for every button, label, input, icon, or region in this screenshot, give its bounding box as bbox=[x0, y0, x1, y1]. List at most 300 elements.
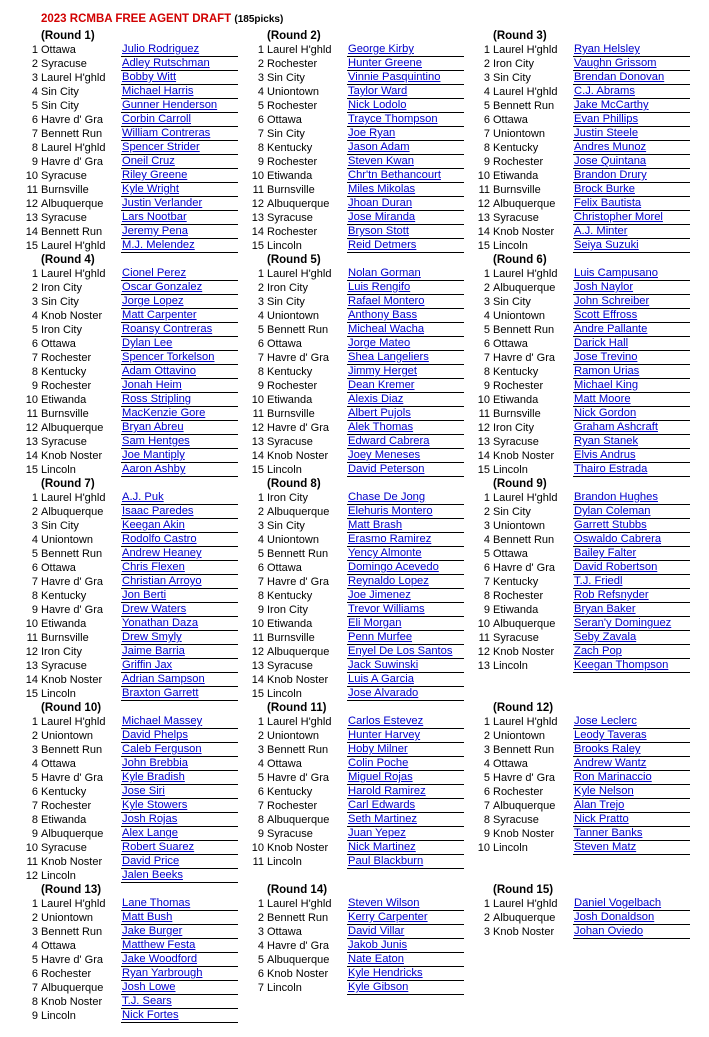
player-link[interactable]: Jakob Junis bbox=[347, 939, 464, 953]
player-link[interactable]: Bailey Falter bbox=[573, 547, 690, 561]
pick-team: Rochester bbox=[267, 100, 318, 112]
pick-team: Uniontown bbox=[41, 534, 93, 546]
player-link[interactable]: Yency Almonte bbox=[347, 547, 464, 561]
player-link[interactable]: Chris Flexen bbox=[121, 561, 238, 575]
pick-team: Iron City bbox=[267, 492, 308, 504]
pick-number: 10 bbox=[477, 170, 490, 182]
pick-number: 5 bbox=[483, 100, 490, 112]
pick-team: Sin City bbox=[493, 296, 531, 308]
player-link[interactable]: Roansy Contreras bbox=[121, 323, 238, 337]
player-link[interactable]: Robert Suarez bbox=[121, 841, 238, 855]
player-link[interactable]: Jason Adam bbox=[347, 141, 464, 155]
pick-number: 3 bbox=[483, 926, 490, 938]
player-link[interactable]: Seran'y Dominguez bbox=[573, 617, 690, 631]
player-link[interactable]: Ramon Urias bbox=[573, 365, 690, 379]
pick-number: 10 bbox=[25, 170, 38, 182]
pick-number: 12 bbox=[25, 870, 38, 882]
pick-team: Laurel H'ghld bbox=[41, 142, 106, 154]
player-link[interactable]: David Price bbox=[121, 855, 238, 869]
round-heading: (Round 6) bbox=[493, 254, 547, 266]
player-link[interactable]: Alex Lange bbox=[121, 827, 238, 841]
pick-number: 8 bbox=[483, 814, 490, 826]
player-link[interactable]: Nick Pratto bbox=[573, 813, 690, 827]
player-link[interactable]: Alek Thomas bbox=[347, 421, 464, 435]
player-link[interactable]: Dylan Coleman bbox=[573, 505, 690, 519]
player-link[interactable]: Eli Morgan bbox=[347, 617, 464, 631]
player-link[interactable]: Scott Effross bbox=[573, 309, 690, 323]
player-link[interactable]: Ron Marinaccio bbox=[573, 771, 690, 785]
player-link[interactable]: Nolan Gorman bbox=[347, 267, 464, 281]
player-link[interactable]: Matt Brash bbox=[347, 519, 464, 533]
pick-number: 5 bbox=[31, 772, 38, 784]
pick-team: Havre d' Gra bbox=[267, 422, 330, 434]
pick-team: Rochester bbox=[493, 590, 544, 602]
player-link[interactable]: Jon Berti bbox=[121, 589, 238, 603]
player-link[interactable]: Nick Lodolo bbox=[347, 99, 464, 113]
player-link[interactable]: Josh Rojas bbox=[121, 813, 238, 827]
player-link[interactable]: Drew Smyly bbox=[121, 631, 238, 645]
player-link[interactable]: Jose Trevino bbox=[573, 351, 690, 365]
player-link[interactable]: Thairo Estrada bbox=[573, 463, 690, 477]
player-link[interactable]: Johan Oviedo bbox=[573, 925, 690, 939]
pick-number: 4 bbox=[483, 86, 490, 98]
player-link[interactable]: Andre Pallante bbox=[573, 323, 690, 337]
player-link[interactable]: Jimmy Herget bbox=[347, 365, 464, 379]
pick-number: 4 bbox=[31, 758, 38, 770]
player-link[interactable]: Garrett Stubbs bbox=[573, 519, 690, 533]
player-link[interactable]: Jalen Beeks bbox=[121, 869, 238, 883]
player-link[interactable]: Josh Naylor bbox=[573, 281, 690, 295]
pick-number: 13 bbox=[25, 436, 38, 448]
round-heading: (Round 2) bbox=[267, 30, 321, 42]
player-link[interactable]: Hunter Harvey bbox=[347, 729, 464, 743]
pick-number: 10 bbox=[477, 394, 490, 406]
player-link[interactable]: Felix Bautista bbox=[573, 197, 690, 211]
player-link[interactable]: Seby Zavala bbox=[573, 631, 690, 645]
player-link[interactable]: Luis Rengifo bbox=[347, 281, 464, 295]
player-link[interactable]: Nick Fortes bbox=[121, 1009, 238, 1023]
pick-team: Iron City bbox=[41, 324, 82, 336]
player-link[interactable]: Reid Detmers bbox=[347, 239, 464, 253]
pick-team: Havre d' Gra bbox=[267, 352, 330, 364]
player-link[interactable]: Bryson Stott bbox=[347, 225, 464, 239]
pick-team: Uniontown bbox=[267, 86, 319, 98]
pick-team: Ottawa bbox=[41, 940, 76, 952]
player-link[interactable]: Justin Steele bbox=[573, 127, 690, 141]
player-link[interactable]: Edward Cabrera bbox=[347, 435, 464, 449]
player-link[interactable]: Michael Massey bbox=[121, 715, 238, 729]
player-link[interactable]: T.J. Friedl bbox=[573, 575, 690, 589]
pick-number: 7 bbox=[31, 352, 38, 364]
player-link[interactable]: A.J. Puk bbox=[121, 491, 238, 505]
pick-number: 5 bbox=[31, 324, 38, 336]
player-link[interactable]: Shea Langeliers bbox=[347, 351, 464, 365]
player-link[interactable]: Julio Rodriguez bbox=[121, 43, 238, 57]
player-link[interactable]: George Kirby bbox=[347, 43, 464, 57]
pick-number: 11 bbox=[26, 632, 38, 644]
pick-team: Kentucky bbox=[267, 366, 313, 378]
pick-team: Etiwanda bbox=[267, 170, 313, 182]
player-link[interactable]: Domingo Acevedo bbox=[347, 561, 464, 575]
player-link[interactable]: Michael Harris bbox=[121, 85, 238, 99]
pick-number: 7 bbox=[257, 800, 264, 812]
player-link[interactable]: David Robertson bbox=[573, 561, 690, 575]
player-link[interactable]: Carl Edwards bbox=[347, 799, 464, 813]
player-link[interactable]: Kyle Bradish bbox=[121, 771, 238, 785]
player-link[interactable]: Leody Taveras bbox=[573, 729, 690, 743]
player-link[interactable]: Brandon Hughes bbox=[573, 491, 690, 505]
pick-number: 10 bbox=[477, 618, 490, 630]
player-link[interactable]: Lane Thomas bbox=[121, 897, 238, 911]
pick-number: 9 bbox=[483, 828, 490, 840]
player-link[interactable]: Jose Quintana bbox=[573, 155, 690, 169]
pick-number: 6 bbox=[31, 786, 38, 798]
pick-number: 13 bbox=[25, 212, 38, 224]
player-link[interactable]: Ryan Yarbrough bbox=[121, 967, 238, 981]
player-link[interactable]: Kyle Nelson bbox=[573, 785, 690, 799]
player-link[interactable]: Daniel Vogelbach bbox=[573, 897, 690, 911]
player-link[interactable]: MacKenzie Gore bbox=[121, 407, 238, 421]
player-link[interactable]: Jake Woodford bbox=[121, 953, 238, 967]
player-link[interactable]: Spencer Torkelson bbox=[121, 351, 238, 365]
player-link[interactable]: A.J. Minter bbox=[573, 225, 690, 239]
pick-number: 11 bbox=[26, 408, 38, 420]
player-link[interactable]: Vinnie Pasquintino bbox=[347, 71, 464, 85]
player-link[interactable]: Dylan Lee bbox=[121, 337, 238, 351]
pick-number: 15 bbox=[477, 464, 490, 476]
player-link[interactable]: Braxton Garrett bbox=[121, 687, 238, 701]
player-link[interactable]: Brandon Drury bbox=[573, 169, 690, 183]
pick-team: Laurel H'ghld bbox=[41, 898, 106, 910]
player-link[interactable]: Joe Jimenez bbox=[347, 589, 464, 603]
player-link[interactable]: Corbin Carroll bbox=[121, 113, 238, 127]
player-link[interactable]: Ryan Stanek bbox=[573, 435, 690, 449]
player-link[interactable]: Aaron Ashby bbox=[121, 463, 238, 477]
player-link[interactable]: Oswaldo Cabrera bbox=[573, 533, 690, 547]
player-link[interactable]: Bobby Witt bbox=[121, 71, 238, 85]
player-link[interactable]: Luis A Garcia bbox=[347, 673, 464, 687]
player-link[interactable]: Trayce Thompson bbox=[347, 113, 464, 127]
player-link[interactable]: Seiya Suzuki bbox=[573, 239, 690, 253]
player-link[interactable]: Yonathan Daza bbox=[121, 617, 238, 631]
pick-team: Havre d' Gra bbox=[41, 772, 104, 784]
player-link[interactable]: Andrew Heaney bbox=[121, 547, 238, 561]
player-link[interactable]: Taylor Ward bbox=[347, 85, 464, 99]
pick-number: 5 bbox=[257, 100, 264, 112]
player-link[interactable]: Steven Kwan bbox=[347, 155, 464, 169]
player-link[interactable]: Chr'tn Bethancourt bbox=[347, 169, 464, 183]
pick-number: 9 bbox=[31, 828, 38, 840]
player-link[interactable]: Oscar Gonzalez bbox=[121, 281, 238, 295]
player-link[interactable]: Kyle Wright bbox=[121, 183, 238, 197]
player-link[interactable]: David Villar bbox=[347, 925, 464, 939]
player-link[interactable]: Lars Nootbar bbox=[121, 211, 238, 225]
pick-number: 9 bbox=[257, 380, 264, 392]
player-link[interactable]: Kyle Stowers bbox=[121, 799, 238, 813]
pick-number: 4 bbox=[31, 940, 38, 952]
pick-number: 7 bbox=[257, 352, 264, 364]
player-link[interactable]: Brock Burke bbox=[573, 183, 690, 197]
round-heading: (Round 4) bbox=[41, 254, 95, 266]
pick-team: Lincoln bbox=[267, 464, 302, 476]
player-link[interactable]: Vaughn Grissom bbox=[573, 57, 690, 71]
player-link[interactable]: Rafael Montero bbox=[347, 295, 464, 309]
pick-number: 1 bbox=[31, 716, 38, 728]
player-link[interactable]: Ross Stripling bbox=[121, 393, 238, 407]
player-link[interactable]: Brooks Raley bbox=[573, 743, 690, 757]
pick-team: Laurel H'ghld bbox=[267, 898, 332, 910]
pick-number: 11 bbox=[478, 184, 490, 196]
pick-team: Ottawa bbox=[41, 44, 76, 56]
player-link[interactable]: Dean Kremer bbox=[347, 379, 464, 393]
player-link[interactable]: Evan Phillips bbox=[573, 113, 690, 127]
pick-number: 4 bbox=[31, 86, 38, 98]
player-link[interactable]: Albert Pujols bbox=[347, 407, 464, 421]
player-link[interactable]: Miles Mikolas bbox=[347, 183, 464, 197]
pick-team: Ottawa bbox=[493, 114, 528, 126]
pick-number: 6 bbox=[31, 562, 38, 574]
player-link[interactable]: Darick Hall bbox=[573, 337, 690, 351]
pick-team: Albuquerque bbox=[493, 618, 556, 630]
pick-number: 2 bbox=[31, 912, 38, 924]
player-link[interactable]: Adley Rutschman bbox=[121, 57, 238, 71]
player-link[interactable]: Matt Carpenter bbox=[121, 309, 238, 323]
player-link[interactable]: Alan Trejo bbox=[573, 799, 690, 813]
player-link[interactable]: Hoby Milner bbox=[347, 743, 464, 757]
player-link[interactable]: Jose Siri bbox=[121, 785, 238, 799]
player-link[interactable]: Caleb Ferguson bbox=[121, 743, 238, 757]
player-link[interactable]: Reynaldo Lopez bbox=[347, 575, 464, 589]
pick-team: Syracuse bbox=[267, 436, 313, 448]
player-link[interactable]: M.J. Melendez bbox=[121, 239, 238, 253]
player-link[interactable]: Josh Lowe bbox=[121, 981, 238, 995]
player-link[interactable]: John Schreiber bbox=[573, 295, 690, 309]
pick-number: 5 bbox=[257, 772, 264, 784]
player-link[interactable]: Penn Murfee bbox=[347, 631, 464, 645]
player-link[interactable]: Paul Blackburn bbox=[347, 855, 464, 869]
player-link[interactable]: Cionel Perez bbox=[121, 267, 238, 281]
pick-number: 14 bbox=[25, 226, 38, 238]
player-link[interactable]: Elehuris Montero bbox=[347, 505, 464, 519]
player-link[interactable]: Trevor Williams bbox=[347, 603, 464, 617]
pick-team: Burnsville bbox=[267, 632, 315, 644]
pick-team: Bennett Run bbox=[493, 324, 555, 336]
player-link[interactable]: Jake Burger bbox=[121, 925, 238, 939]
player-link[interactable]: Jose Leclerc bbox=[573, 715, 690, 729]
pick-number: 6 bbox=[483, 338, 490, 350]
player-link[interactable]: Colin Poche bbox=[347, 757, 464, 771]
pick-team: Lincoln bbox=[41, 464, 76, 476]
player-link[interactable]: John Brebbia bbox=[121, 757, 238, 771]
player-link[interactable]: Enyel De Los Santos bbox=[347, 645, 464, 659]
pick-team: Rochester bbox=[267, 226, 318, 238]
player-link[interactable]: Keegan Akin bbox=[121, 519, 238, 533]
player-link[interactable]: Andrew Wantz bbox=[573, 757, 690, 771]
player-link[interactable]: Hunter Greene bbox=[347, 57, 464, 71]
pick-number: 7 bbox=[31, 800, 38, 812]
player-link[interactable]: Micheal Wacha bbox=[347, 323, 464, 337]
player-link[interactable]: Joey Meneses bbox=[347, 449, 464, 463]
pick-team: Bennett Run bbox=[41, 226, 103, 238]
player-link[interactable]: Drew Waters bbox=[121, 603, 238, 617]
pick-team: Albuquerque bbox=[267, 506, 330, 518]
pick-number: 15 bbox=[25, 688, 38, 700]
pick-number: 10 bbox=[25, 618, 38, 630]
player-link[interactable]: Nick Gordon bbox=[573, 407, 690, 421]
player-link[interactable]: Jake McCarthy bbox=[573, 99, 690, 113]
pick-team: Kentucky bbox=[267, 786, 313, 798]
player-link[interactable]: Jaime Barria bbox=[121, 645, 238, 659]
player-link[interactable]: Graham Ashcraft bbox=[573, 421, 690, 435]
player-link[interactable]: Michael King bbox=[573, 379, 690, 393]
pick-number: 7 bbox=[31, 982, 38, 994]
player-link[interactable]: Rob Refsnyder bbox=[573, 589, 690, 603]
player-link[interactable]: Jeremy Pena bbox=[121, 225, 238, 239]
player-link[interactable]: Luis Campusano bbox=[573, 267, 690, 281]
player-link[interactable]: Kerry Carpenter bbox=[347, 911, 464, 925]
pick-number: 5 bbox=[31, 954, 38, 966]
player-link[interactable]: Matt Moore bbox=[573, 393, 690, 407]
player-link[interactable]: Matt Bush bbox=[121, 911, 238, 925]
player-link[interactable]: Jorge Lopez bbox=[121, 295, 238, 309]
player-link[interactable]: Bryan Baker bbox=[573, 603, 690, 617]
player-link[interactable]: Andres Munoz bbox=[573, 141, 690, 155]
pick-team: Syracuse bbox=[267, 828, 313, 840]
pick-number: 1 bbox=[257, 44, 264, 56]
player-link[interactable]: Gunner Henderson bbox=[121, 99, 238, 113]
player-link[interactable]: Steven Matz bbox=[573, 841, 690, 855]
player-link[interactable]: Steven Wilson bbox=[347, 897, 464, 911]
pick-team: Syracuse bbox=[493, 436, 539, 448]
player-link[interactable]: Nate Eaton bbox=[347, 953, 464, 967]
pick-team: Rochester bbox=[41, 380, 92, 392]
player-link[interactable]: Kyle Gibson bbox=[347, 981, 464, 995]
pick-number: 12 bbox=[477, 646, 490, 658]
pick-number: 8 bbox=[257, 366, 264, 378]
pick-team: Albuquerque bbox=[41, 982, 104, 994]
pick-number: 5 bbox=[31, 548, 38, 560]
player-link[interactable]: Bryan Abreu bbox=[121, 421, 238, 435]
pick-team: Albuquerque bbox=[41, 506, 104, 518]
player-link[interactable]: Ryan Helsley bbox=[573, 43, 690, 57]
player-link[interactable]: Elvis Andrus bbox=[573, 449, 690, 463]
pick-number: 14 bbox=[477, 450, 490, 462]
pick-number: 11 bbox=[478, 632, 490, 644]
round-heading: (Round 15) bbox=[493, 884, 554, 896]
player-link[interactable]: Christopher Morel bbox=[573, 211, 690, 225]
pick-number: 2 bbox=[257, 58, 264, 70]
player-link[interactable]: Sam Hentges bbox=[121, 435, 238, 449]
player-link[interactable]: Justin Verlander bbox=[121, 197, 238, 211]
pick-team: Laurel H'ghld bbox=[493, 44, 558, 56]
player-link[interactable]: C.J. Abrams bbox=[573, 85, 690, 99]
player-link[interactable]: Jorge Mateo bbox=[347, 337, 464, 351]
pick-number: 11 bbox=[26, 856, 38, 868]
player-link[interactable]: Harold Ramirez bbox=[347, 785, 464, 799]
player-link[interactable]: Griffin Jax bbox=[121, 659, 238, 673]
pick-number: 3 bbox=[31, 744, 38, 756]
player-link[interactable]: Oneil Cruz bbox=[121, 155, 238, 169]
player-link[interactable]: Carlos Estevez bbox=[347, 715, 464, 729]
pick-number: 3 bbox=[31, 72, 38, 84]
player-link[interactable]: Erasmo Ramirez bbox=[347, 533, 464, 547]
pick-number: 2 bbox=[31, 506, 38, 518]
pick-number: 2 bbox=[483, 58, 490, 70]
player-link[interactable]: Alexis Diaz bbox=[347, 393, 464, 407]
pick-team: Ottawa bbox=[267, 926, 302, 938]
player-link[interactable]: Miguel Rojas bbox=[347, 771, 464, 785]
player-link[interactable]: Matthew Festa bbox=[121, 939, 238, 953]
pick-number: 3 bbox=[257, 72, 264, 84]
pick-number: 3 bbox=[257, 520, 264, 532]
pick-number: 12 bbox=[477, 198, 490, 210]
pick-team: Rochester bbox=[267, 380, 318, 392]
pick-number: 14 bbox=[251, 674, 264, 686]
player-link[interactable]: Joe Mantiply bbox=[121, 449, 238, 463]
pick-count-note: (185picks) bbox=[234, 14, 284, 25]
pick-number: 2 bbox=[483, 282, 490, 294]
pick-number: 1 bbox=[257, 716, 264, 728]
pick-number: 5 bbox=[257, 324, 264, 336]
player-link[interactable]: Brendan Donovan bbox=[573, 71, 690, 85]
player-link[interactable]: William Contreras bbox=[121, 127, 238, 141]
player-link[interactable]: Nick Martinez bbox=[347, 841, 464, 855]
player-link[interactable]: David Peterson bbox=[347, 463, 464, 477]
pick-team: Kentucky bbox=[493, 576, 539, 588]
player-link[interactable]: Kyle Hendricks bbox=[347, 967, 464, 981]
player-link[interactable]: Isaac Paredes bbox=[121, 505, 238, 519]
pick-number: 5 bbox=[483, 324, 490, 336]
player-link[interactable]: Jose Alvarado bbox=[347, 687, 464, 701]
player-link[interactable]: Tanner Banks bbox=[573, 827, 690, 841]
pick-team: Albuquerque bbox=[493, 282, 556, 294]
player-link[interactable]: Juan Yepez bbox=[347, 827, 464, 841]
player-link[interactable]: Jonah Heim bbox=[121, 379, 238, 393]
player-link[interactable]: Jhoan Duran bbox=[347, 197, 464, 211]
player-link[interactable]: Riley Greene bbox=[121, 169, 238, 183]
player-link[interactable]: Josh Donaldson bbox=[573, 911, 690, 925]
pick-team: Lincoln bbox=[41, 1010, 76, 1022]
player-link[interactable]: Anthony Bass bbox=[347, 309, 464, 323]
player-link[interactable]: Keegan Thompson bbox=[573, 659, 690, 673]
pick-team: Burnsville bbox=[41, 184, 89, 196]
player-link[interactable]: Christian Arroyo bbox=[121, 575, 238, 589]
player-link[interactable]: David Phelps bbox=[121, 729, 238, 743]
player-link[interactable]: Jose Miranda bbox=[347, 211, 464, 225]
pick-number: 3 bbox=[483, 296, 490, 308]
pick-number: 15 bbox=[251, 240, 264, 252]
pick-number: 13 bbox=[477, 212, 490, 224]
pick-team: Knob Noster bbox=[41, 310, 103, 322]
player-link[interactable]: Chase De Jong bbox=[347, 491, 464, 505]
player-link[interactable]: Zach Pop bbox=[573, 645, 690, 659]
player-link[interactable]: Seth Martinez bbox=[347, 813, 464, 827]
pick-team: Uniontown bbox=[493, 730, 545, 742]
pick-number: 2 bbox=[483, 912, 490, 924]
player-link[interactable]: T.J. Sears bbox=[121, 995, 238, 1009]
pick-number: 7 bbox=[31, 576, 38, 588]
player-link[interactable]: Joe Ryan bbox=[347, 127, 464, 141]
player-link[interactable]: Adam Ottavino bbox=[121, 365, 238, 379]
pick-team: Havre d' Gra bbox=[267, 772, 330, 784]
player-link[interactable]: Spencer Strider bbox=[121, 141, 238, 155]
player-link[interactable]: Adrian Sampson bbox=[121, 673, 238, 687]
pick-number: 1 bbox=[483, 898, 490, 910]
pick-team: Ottawa bbox=[41, 338, 76, 350]
player-link[interactable]: Rodolfo Castro bbox=[121, 533, 238, 547]
pick-team: Knob Noster bbox=[493, 450, 555, 462]
player-link[interactable]: Jack Suwinski bbox=[347, 659, 464, 673]
